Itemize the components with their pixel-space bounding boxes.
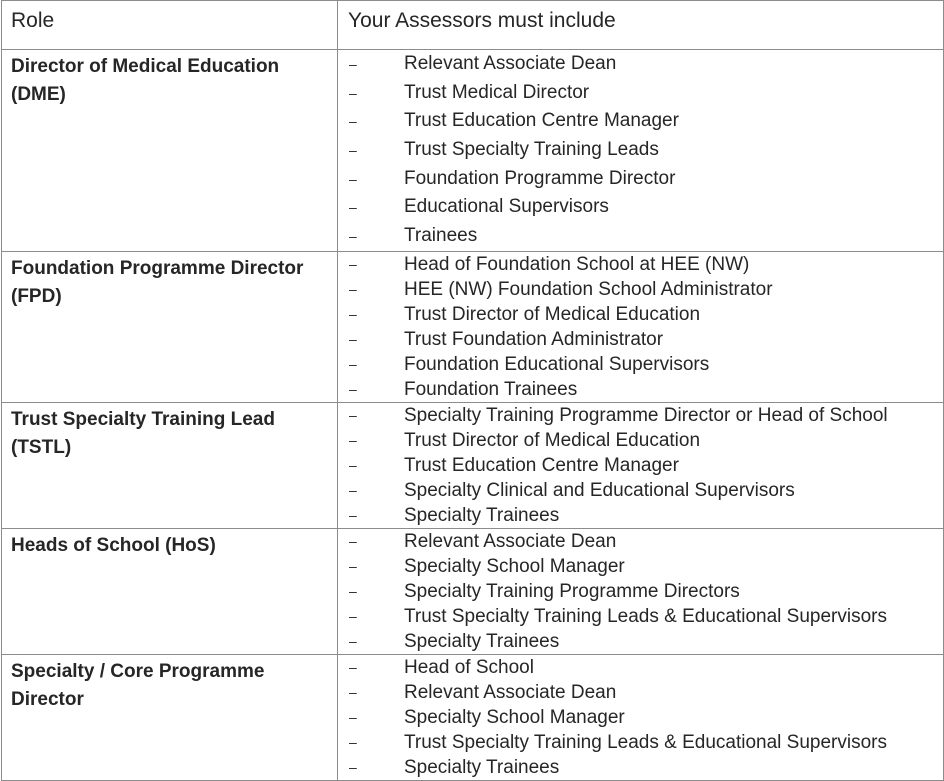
assessor-label: Trust Foundation Administrator <box>404 328 664 350</box>
assessor-label: Relevant Associate Dean <box>404 530 617 552</box>
dash-bullet: – <box>349 170 357 187</box>
assessor-label: Relevant Associate Dean <box>404 681 617 703</box>
list-item <box>338 629 943 654</box>
assessors-cell <box>338 402 944 528</box>
assessor-label: Foundation Educational Supervisors <box>404 353 710 375</box>
assessor-label: Specialty Trainees <box>404 630 560 652</box>
list-item <box>338 428 943 453</box>
assessor-label: Specialty Trainees <box>404 504 560 526</box>
role-cell: Trust Specialty Training Lead (TSTL) <box>2 402 338 528</box>
assessor-label: Educational Supervisors <box>404 196 609 218</box>
dash-bullet: – <box>349 228 357 245</box>
list-item <box>338 529 943 554</box>
dash-bullet: – <box>349 280 357 297</box>
assessor-label: Foundation Trainees <box>404 378 578 400</box>
dash-bullet: – <box>349 758 357 775</box>
list-item <box>338 755 943 780</box>
table-row <box>2 50 944 252</box>
header-row <box>2 1 944 50</box>
assessor-label: Trust Director of Medical Education <box>404 303 701 325</box>
list-item <box>338 503 943 528</box>
assessor-list <box>338 403 943 528</box>
dash-bullet: – <box>349 84 357 101</box>
assessor-label: Trust Specialty Training Leads <box>404 139 659 161</box>
dash-bullet: – <box>349 255 357 272</box>
table-row <box>2 654 944 780</box>
assessor-label: Trust Specialty Training Leads & Educational Supervisors <box>404 605 887 627</box>
dash-bullet: – <box>349 199 357 216</box>
assessor-label: Head of School <box>404 656 534 678</box>
assessors-cell <box>338 251 944 402</box>
assessor-label: Specialty Training Programme Director or Head of School <box>404 404 888 426</box>
list-item <box>338 165 943 194</box>
assessor-label: Specialty Trainees <box>404 756 560 778</box>
assessor-label: Trust Specialty Training Leads & Educational Supervisors <box>404 731 887 753</box>
assessors-cell <box>338 50 944 252</box>
assessors-cell <box>338 654 944 780</box>
list-item <box>338 453 943 478</box>
list-item <box>338 107 943 136</box>
dash-bullet: – <box>349 355 357 372</box>
list-item <box>338 604 943 629</box>
dash-bullet: – <box>349 557 357 574</box>
list-item <box>338 277 943 302</box>
dash-bullet: – <box>349 632 357 649</box>
list-item <box>338 705 943 730</box>
role-cell: Foundation Programme Director (FPD) <box>2 251 338 402</box>
dash-bullet: – <box>349 456 357 473</box>
list-item <box>338 377 943 402</box>
dash-bullet: – <box>349 406 357 423</box>
list-item <box>338 655 943 680</box>
dash-bullet: – <box>349 330 357 347</box>
list-item <box>338 136 943 165</box>
dash-bullet: – <box>349 532 357 549</box>
assessor-label: Specialty School Manager <box>404 555 625 577</box>
list-item <box>338 554 943 579</box>
dash-bullet: – <box>349 113 357 130</box>
assessors-cell <box>338 528 944 654</box>
assessor-label: Trust Education Centre Manager <box>404 110 679 132</box>
list-item <box>338 252 943 277</box>
role-cell: Director of Medical Education (DME) <box>2 50 338 252</box>
assessor-label: Trust Education Centre Manager <box>404 454 679 476</box>
assessors-table <box>1 0 944 781</box>
dash-bullet: – <box>349 607 357 624</box>
dash-bullet: – <box>349 380 357 397</box>
dash-bullet: – <box>349 431 357 448</box>
list-item <box>338 193 943 222</box>
dash-bullet: – <box>349 56 357 72</box>
assessor-label: HEE (NW) Foundation School Administrator <box>404 278 773 300</box>
assessor-list <box>338 252 943 402</box>
assessor-label: Head of Foundation School at HEE (NW) <box>404 253 750 275</box>
assessor-label: Trust Director of Medical Education <box>404 429 701 451</box>
list-item <box>338 79 943 108</box>
list-item <box>338 50 943 79</box>
assessor-label: Foundation Programme Director <box>404 167 676 189</box>
dash-bullet: – <box>349 305 357 322</box>
dash-bullet: – <box>349 142 357 159</box>
role-cell: Heads of School (HoS) <box>2 528 338 654</box>
list-item <box>338 352 943 377</box>
role-cell: Specialty / Core Programme Director <box>2 654 338 780</box>
table-row <box>2 528 944 654</box>
assessor-label: Specialty School Manager <box>404 706 625 728</box>
assessor-label: Specialty Clinical and Educational Supervisors <box>404 479 795 501</box>
header-role: Role <box>2 1 338 50</box>
assessor-list <box>338 529 943 654</box>
list-item <box>338 478 943 503</box>
assessor-label: Trust Medical Director <box>404 81 590 103</box>
dash-bullet: – <box>349 481 357 498</box>
dash-bullet: – <box>349 708 357 725</box>
table-row <box>2 251 944 402</box>
header-assessors: Your Assessors must include <box>338 1 944 50</box>
list-item <box>338 327 943 352</box>
table-row <box>2 402 944 528</box>
list-item <box>338 403 943 428</box>
dash-bullet: – <box>349 506 357 523</box>
dash-bullet: – <box>349 733 357 750</box>
dash-bullet: – <box>349 683 357 700</box>
list-item <box>338 302 943 327</box>
list-item <box>338 730 943 755</box>
list-item <box>338 680 943 705</box>
assessor-list <box>338 655 943 780</box>
assessor-label: Relevant Associate Dean <box>404 53 617 74</box>
dash-bullet: – <box>349 658 357 675</box>
dash-bullet: – <box>349 582 357 599</box>
assessor-label: Trainees <box>404 225 478 247</box>
list-item <box>338 222 943 251</box>
assessor-list <box>338 50 943 251</box>
assessor-label: Specialty Training Programme Directors <box>404 580 740 602</box>
list-item <box>338 579 943 604</box>
